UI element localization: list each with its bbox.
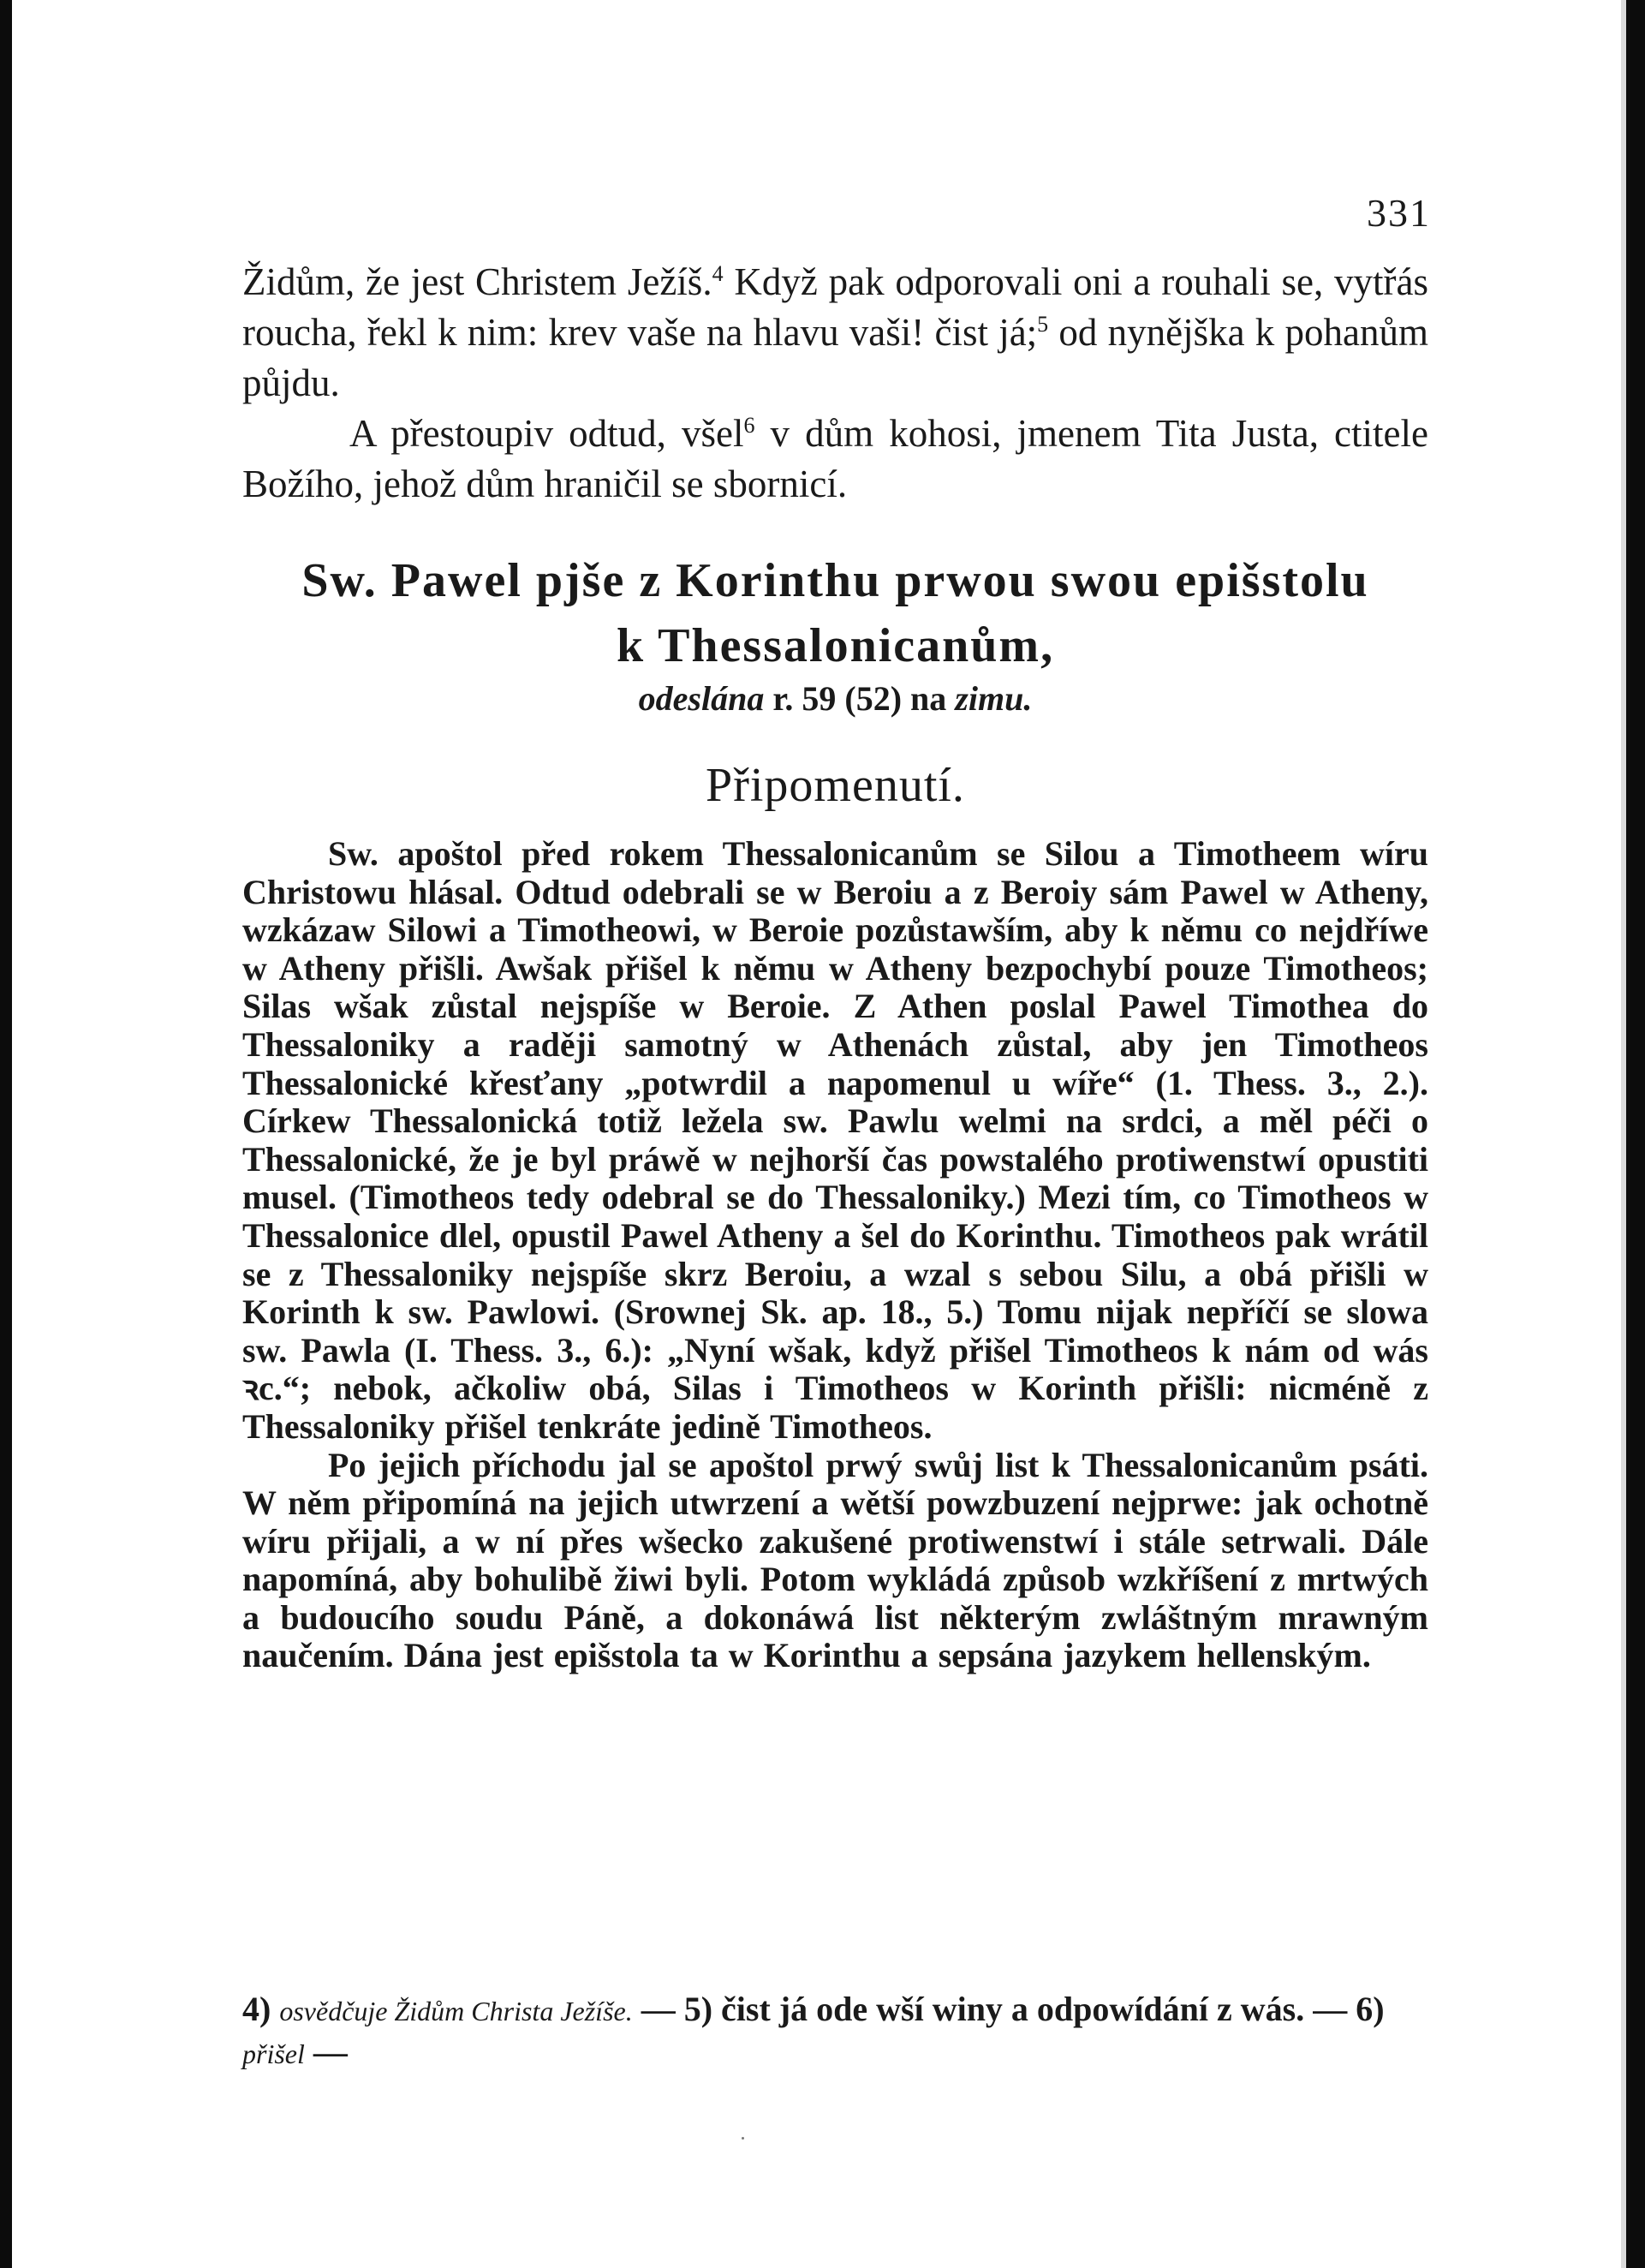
scan-right-edge [1626,0,1645,2268]
body-paragraph-2: Po jejich příchodu jal se apoštol prwý swůj list k Thessalonicanům psáti. W něm připomíná na jejich utwrzení a wětší powzbuzení nejprwe: jak ochotně wíru přijali, a w ní přes wšecko zakušené protiwenstwí i stále setrwali. Dále napomíná, aby bohulibě žiwi byli. Potom wykládá způsob wzkříšení z mrtwých a budoucího soudu Páně, a dokonáwá list některým zwláštným mrawným naučením. Dána jest epišstola ta w Korinthu a sepsána jazykem hellenským. [242,1445,1428,1675]
intro-text [242,257,1428,510]
intro-paragraph-1 [242,257,1428,409]
chapter-heading-line-2: k Thessalonicanům, [616,619,1055,672]
footnotes [242,1989,1428,2074]
subheading-italic-2: zimu. [955,679,1033,718]
chapter-heading-line-1: Sw. Pawel pjše z Korinthu prwou swou epišstolu [301,554,1369,607]
footnote-6-text: přišel [242,2038,305,2069]
footnote-6-number: 6) [1356,1990,1385,2028]
footnote-separator-2: — [1304,1990,1356,2028]
scan-speck [742,2137,744,2140]
footnote-ref-5: 5 [1037,312,1049,337]
body-text [242,835,1428,1675]
page-number: 331 [1367,191,1431,235]
footnote-5-text: čist já ode wší winy a odpowídání z wás. [712,1990,1305,2028]
intro-p2-text-2: v dům kohosi, jmenem Tita Justa, ctitele Božího, jehož dům hraničil se sbornicí. [242,412,1428,505]
footnote-4-text: osvědčuje Židům Christa Ježíše. [279,1996,633,2026]
footnote-4-number: 4) [242,1990,271,2028]
chapter-subheading [242,678,1428,719]
section-title: Připomenutí. [706,759,965,812]
intro-paragraph-2 [242,409,1428,510]
intro-p1-text-2: Když pak odporovali oni a rouhali se, vytřás roucha, řekl k nim: krev vaše na hlavu vaši! čist já; [242,260,1428,354]
chapter-heading [242,548,1428,678]
intro-p1-text-1: Židům, že jest Christem Ježíš. [242,260,712,303]
footnote-separator-3: — [304,2032,348,2071]
subheading-date: r. 59 (52) na [764,679,956,718]
scan-left-edge [0,0,12,2268]
intro-p2-text-1: A přestoupiv odtud, všel [349,412,744,455]
footnote-ref-6: 6 [743,413,755,438]
footnote-5-number: 5) [683,1990,713,2028]
subheading-italic-1: odeslána [638,679,765,718]
intro-p1-text-3: od nynějška k pohanům půjdu. [242,311,1428,404]
footnote-separator [242,1957,1428,1958]
footnote-ref-4: 4 [712,261,724,286]
footnote-separator-1: — [632,1990,684,2028]
body-paragraph-1: Sw. apoštol před rokem Thessalonicanům se Silou a Timotheem wíru Christowu hlásal. Odtud odebrali se w Beroiu a z Beroiy sám Pawel w Atheny, wzkázaw Silowi a Timotheowi, w Beroie pozůstawším, aby k němu co nejdříwe w Atheny přišli. Awšak přišel k němu w Atheny bezpochybí pouze Timotheos; Silas wšak zůstal nejspíše w Beroie. Z Athen poslal Pawel Timothea do Thessaloniky a raději samotný w Athenách zůstal, aby jen Timotheos Thessalonické křesťany „potwrdil a napomenul u wíře“ (1. Thess. 3., 2.). Církew Thessalonická totiž ležela sw. Pawlu welmi na srdci, a měl péči o Thessalonické, že je byl práwě w nejhorší čas powstalého protiwenstwí opustiti musel. (Timotheos tedy odebral se do Thessaloniky.) Mezi tím, co Timotheos w Thessalonice dlel, opustil Pawel Atheny a šel do Korinthu. Timotheos pak wrátil se z Thessaloniky nejspíše skrz Beroiu, a wzal s sebou Silu, a obá přišli w Korinth k sw. Pawlowi. (Srownej Sk. ap. 18., 5.) Tomu nijak nepříčí se slowa sw. Pawla (I. Thess. 3., 6.): „Nyní wšak, když přišel Timotheos k nám od wás ꝛc.“; nebok, ačkoliw obá, Silas i Timotheos w Korinth přišli: nicméně z Thessaloniky přišel tenkráte jedině Timotheos. [242,834,1428,1446]
